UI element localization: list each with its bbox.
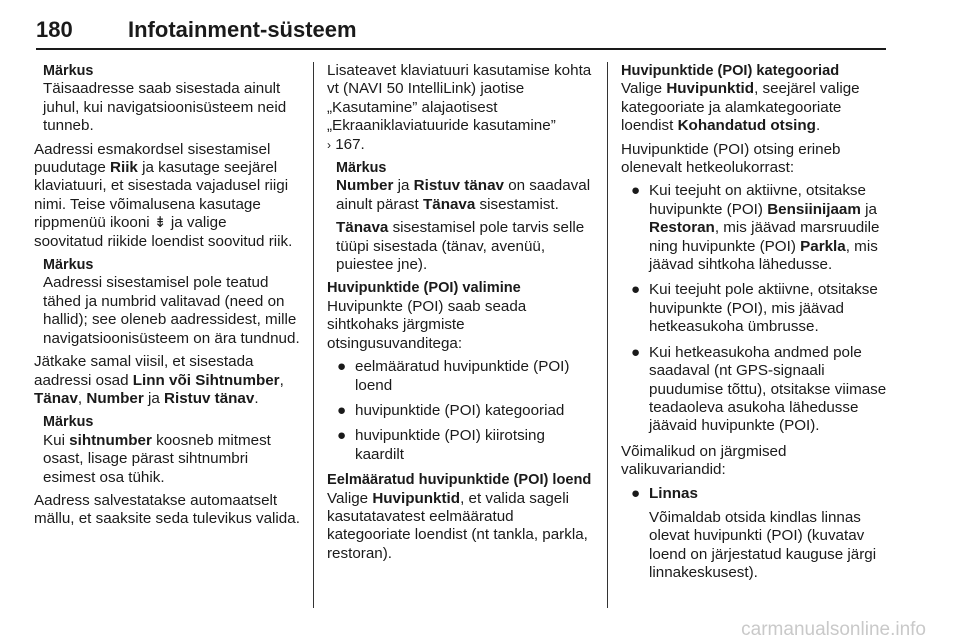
paragraph-keyboard-ref: Lisateavet klaviatuuri kasutamise kohta vt (NAVI 50 IntelliLink) jaotise „Kasutamine” alajaotisest „Ekraaniklaviatuuride kasutamine” › 167.: [327, 62, 592, 153]
note-block: [34, 413, 300, 487]
paragraph-search-varies: Huvipunktide (POI) otsing erineb olenevalt hetkeolukorrast:: [621, 140, 841, 177]
page-reference-icon: ›: [327, 137, 331, 152]
note-block: [327, 159, 595, 274]
note-text: Number ja Ristuv tänav on saadaval ainult pärast Tänava sisestamist.: [336, 177, 591, 213]
note-text: Täisaadresse saab sisestada ainult juhul, kui navigatsioonisüsteem neid tunneb.: [43, 80, 287, 135]
page-number: 180: [36, 17, 73, 42]
paragraph-predefined: Valige Huvipunktid, et valida sageli kasutatavatest eelmääratud kategooriate loendist (nt tankla, parkla, restoran).: [327, 489, 588, 562]
note-label: Märkus: [43, 63, 94, 79]
section-heading: Huvipunktide (POI) valimine: [327, 280, 521, 297]
bullet-list: [621, 182, 889, 435]
column-3: [621, 62, 889, 590]
list-item: ● huvipunktide (POI) kiirotsing kaardilt: [337, 427, 545, 463]
section-heading: Eelmääratud huvipunktide (POI) loend: [327, 472, 592, 489]
column-2: [327, 62, 595, 568]
list-item-description: Võimaldab otsida kindlas linnas olevat huvipunkti (POI) (kuvatav loend on järjestatud kauguse järgi linnakeskusest).: [649, 508, 877, 582]
note-block: [34, 62, 300, 136]
note-label: Märkus: [43, 257, 94, 274]
list-item: ● eelmääratud huvipunktide (POI) loend: [337, 358, 570, 394]
page-title: Infotainment-süsteem: [128, 17, 357, 42]
column-divider-1: [313, 62, 314, 608]
list-item: ● huvipunktide (POI) kategooriad: [337, 401, 565, 419]
section-heading: Huvipunktide (POI) kategooriad: [621, 63, 840, 79]
term-riik: Riik: [110, 159, 138, 177]
paragraph-categories: Valige Huvipunktid, seejärel valige kategooriate ja alamkategooriate loendist Kohandatud otsing.: [621, 80, 860, 135]
paragraph-address-parts: Jätkake samal viisil, et sisestada aadressi osad Linn või Sihtnumber, Tänav, Number ja Ristuv tänav.: [34, 353, 284, 407]
paragraph-poi-intro: Huvipunkte (POI) saab seada sihtkohaks järgmiste otsingusuvanditega:: [327, 297, 527, 352]
page-header: [36, 16, 886, 50]
bullet-list: [621, 485, 889, 583]
note-label: Märkus: [336, 160, 387, 177]
note-text: Kui sihtnumber koosneb mitmest osast, lisage pärast sihtnumbri esimest osa tühik.: [43, 431, 271, 486]
list-item: ● Kui teejuht on aktiivne, otsitakse huvipunkte (POI) Bensiinijaam ja Restoran, mis jäävad marsruudile ning huvipunkte (POI) Parkla, mis jäävad sihtkoha lähedusse.: [631, 182, 880, 274]
note-text: Aadressi sisestamisel pole teatud tähed ja numbrid valitavad (need on hallid); see oleneb aadressidest, mille navigatsioonisüsteem on ära tundnud.: [43, 274, 300, 347]
header-rule: [36, 48, 886, 50]
list-item: ● Kui hetkeasukoha andmed pole saadaval (nt GPS-signaali puudumise tõttu), otsitakse viimase teadaoleva asukoha lähedusse jäävaid huvipunkte (POI).: [631, 343, 887, 435]
list-item: ● Kui teejuht pole aktiivne, otsitakse huvipunkte (POI), mis jäävad hetkeasukoha ümbrusse.: [631, 281, 878, 336]
dropdown-icon: ⇟: [153, 214, 167, 232]
bullet-list: [327, 358, 595, 464]
page-reference: 167.: [331, 135, 365, 153]
note-label: Märkus: [43, 414, 94, 431]
paragraph-country: Aadressi esmakordsel sisestamisel puudutage Riik ja kasutage seejärel klaviatuuri, et sisestada vajadusel riigi nimi. Teise võimalusena kasutage rippmenüü ikooni ⇟ ja valige soovitatud riikide loendist soovitud riik.: [34, 140, 293, 250]
paragraph-options: Võimalikud on järgmised valikuvariandid:: [621, 442, 787, 479]
column-divider-2: [607, 62, 608, 608]
watermark: carmanualsonline.info: [741, 618, 926, 640]
note-block: [34, 256, 300, 348]
list-item: ● Linnas Võimaldab otsida kindlas linnas olevat huvipunkti (POI) (kuvatav loend on järjestatud kauguse järgi linnakeskusest).: [621, 485, 889, 583]
column-1: [34, 62, 300, 534]
paragraph-saved: Aadress salvestatakse automaatselt mällu, et saaksite seda tulevikus valida.: [34, 491, 300, 528]
note-text: Tänava sisestamisel pole tarvis selle tüüpi sisestada (tänav, avenüü, puiestee jne).: [336, 219, 585, 274]
